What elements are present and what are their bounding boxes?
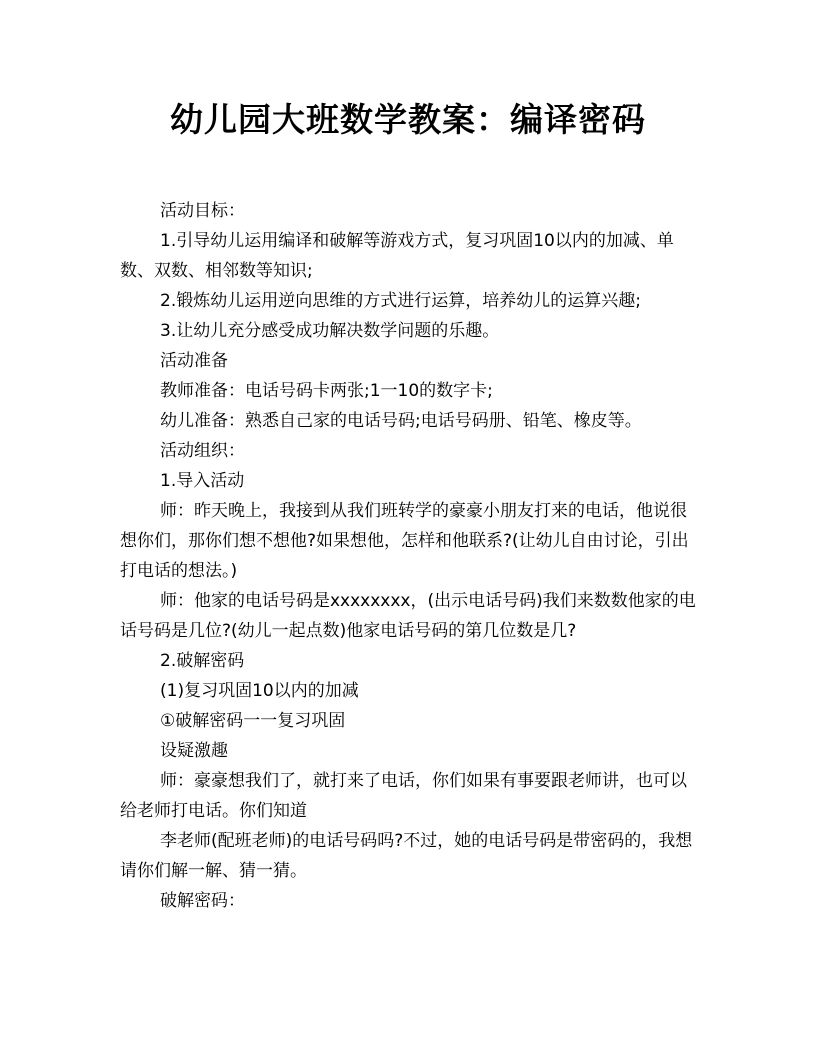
paragraph-crack-code-heading: 2.破解密码 xyxy=(160,651,245,671)
paragraph-organization-heading: 活动组织： xyxy=(160,441,245,461)
paragraph-teacher-speech-1: 师：昨天晚上，我接到从我们班转学的豪豪小朋友打来的电话，他说很想你们，那你们想不想他?如果想他，怎样和他联系?(让幼儿自由讨论，引出打电话的想法。) xyxy=(120,501,689,581)
paragraph-teacher-speech-3: 师：豪豪想我们了，就打来了电话，你们如果有事要跟老师讲，也可以给老师打电话。你们知道 xyxy=(120,771,687,821)
paragraph-child-preparation: 幼儿准备：熟悉自己家的电话号码;电话号码册、铅笔、橡皮等。 xyxy=(160,411,642,431)
paragraph-teacher-preparation: 教师准备：电话号码卡两张;1一10的数字卡; xyxy=(160,381,493,401)
paragraph-review-subheading: ①破解密码一一复习巩固 xyxy=(160,711,346,731)
paragraph-objective-1: 1.引导幼儿运用编译和破解等游戏方式，复习巩固10以内的加减、单数、双数、相邻数等知识; xyxy=(120,231,674,281)
paragraph-intro-heading: 1.导入活动 xyxy=(160,471,245,491)
paragraph-preparation-heading: 活动准备 xyxy=(160,351,228,371)
document-title: 幼儿园大班数学教案：编译密码 xyxy=(170,100,646,139)
paragraph-review-heading: (1)复习巩固10以内的加减 xyxy=(160,681,359,701)
paragraph-teacher-speech-2: 师：他家的电话号码是xxxxxxxx，(出示电话号码)我们来数数他家的电话号码是几位?(幼儿一起点数)他家电话号码的第几位数是几? xyxy=(120,591,696,641)
paragraph-objectives-heading: 活动目标： xyxy=(160,201,245,221)
paragraph-objective-3: 3.让幼儿充分感受成功解决数学问题的乐趣。 xyxy=(160,321,500,341)
paragraph-teacher-speech-4: 李老师(配班老师)的电话号码吗?不过，她的电话号码是带密码的，我想请你们解一解、猜一猜。 xyxy=(120,831,693,881)
paragraph-interest-heading: 设疑激趣 xyxy=(160,741,228,761)
document-body xyxy=(120,196,700,916)
paragraph-crack-code-label: 破解密码： xyxy=(160,891,245,911)
paragraph-objective-2: 2.锻炼幼儿运用逆向思维的方式进行运算，培养幼儿的运算兴趣; xyxy=(160,291,641,311)
